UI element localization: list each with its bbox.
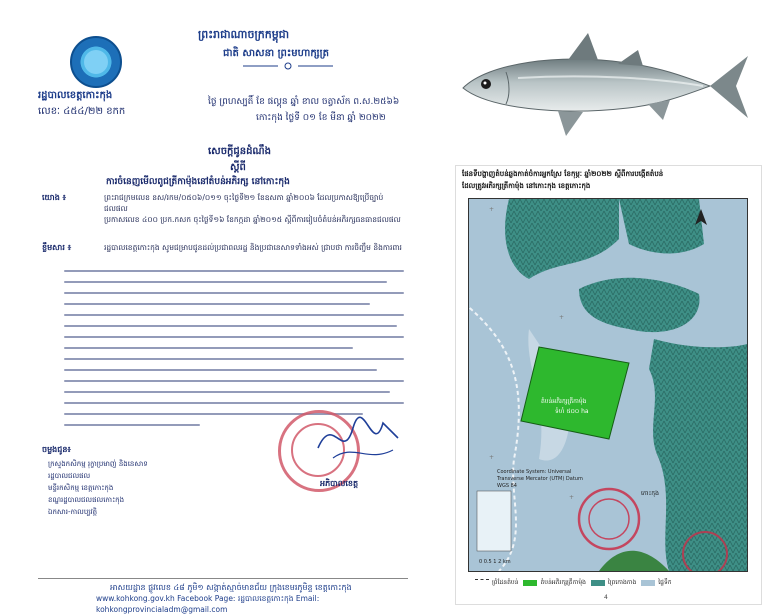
svg-text:+: +: [559, 314, 565, 321]
conservation-zone: [521, 347, 629, 439]
content-intro: រដ្ឋបាលខេត្តកោះកុង សូមជម្រាបជូនដល់ប្រជាពលរដ្ឋ និងប្រជានេសាទទាំងអស់ ជ្រាបថា ការចិញ្ចឹម និងការពារ: [104, 243, 402, 252]
map-stamp: [579, 489, 639, 549]
zone-map-page: [455, 165, 762, 605]
page-number: 4: [604, 594, 608, 601]
legend-item: តំបន់អភិរក្សត្រីកាម៉ុង: [540, 579, 586, 586]
legend-item: ព្រំដែនតំបន់: [492, 579, 519, 586]
legend-item: ព្រៃកោងកាង: [607, 579, 637, 586]
map-legend: [472, 578, 672, 587]
issuing-authority: រដ្ឋបាលខេត្តកោះកុង: [38, 90, 113, 101]
mackerel-fish-icon: [448, 8, 760, 158]
cc-item: មន្ទីរកសិកម្ម ខេត្តកោះកុង: [48, 484, 114, 492]
zone-area: ទំហំ ៥០០ ha: [555, 408, 589, 415]
cc-item: ខណ្ឌរដ្ឋបាលជលផលកោះកុង: [48, 496, 125, 504]
svg-text:+: +: [489, 454, 495, 461]
svg-text:+: +: [569, 494, 575, 501]
scale-bar: 0 0.5 1 2 km: [479, 559, 511, 565]
document-subject: ការចំនេញមើលពូជត្រីកាម៉ុងនៅតំបន់អភិរក្ស នៅកោះកុង: [106, 177, 290, 187]
cc-item: រដ្ឋបាលជលផល: [48, 472, 91, 480]
coordinate-table: [477, 491, 511, 551]
mangrove-area: [649, 339, 747, 571]
mangrove-map: [469, 199, 747, 571]
footer-address: អាសយដ្ឋាន ផ្លូវលេខ ៤៨ ភូមិ១ សង្កាត់ស្មាច់មានជ័យ ក្រុងខេមរភូមិន្ទ ខេត្តកោះកុង: [110, 583, 352, 592]
signatory-title: អភិបាលខេត្ត: [320, 479, 359, 488]
cc-item: ឯកសារ-កាលប្បវត្តិ: [48, 508, 98, 516]
map-title-line-1: ផែនទីបង្ហាញតំបន់ឆ្លងកាត់ចំការអ្នកស្រែ ខែកុម្ភៈ ឆ្នាំ២០២២ ស្តីពីការបង្កើតតំបន់: [462, 170, 664, 178]
map-title-line-2: ដែលត្រូវអភិរក្សត្រីកាម៉ុង នៅកោះកុង ខេត្តកោះកុង: [462, 182, 591, 190]
governor-signature: [313, 408, 403, 468]
document-type: សេចក្តីជូនដំណឹង: [208, 146, 271, 157]
reference-number: លេខៈ ៤៥៤/២២ ខកក: [38, 106, 126, 117]
cc-item: ក្រសួងកសិកម្ម រុក្ខាប្រមាញ់ និងនេសាទ: [48, 460, 148, 468]
footer-contact: www.kohkong.gov.kh Facebook Page: រដ្ឋបាលខេត្តកោះកុង Email: kohkongprovincialadm@gmail.com: [96, 594, 320, 614]
regarding-label: ស្តីពី: [230, 162, 246, 173]
kingdom-heading: ព្រះរាជាណាចក្រកម្ពុជា: [198, 28, 290, 41]
coordinate-system-note: Coordinate System: Universal Transverse Mercator (UTM) Datum WGS 84: [497, 469, 583, 489]
map-frame: [468, 198, 748, 572]
reference-item-2: ប្រកាសលេខ ៤០០ ប្រក.កសក ចុះថ្ងៃទី១៦ ខែកក្កដា ឆ្នាំ២០១៥ ស្តីពីការរៀបចំតំបន់អភិរក្សធនធានជលផល: [104, 215, 401, 224]
mangrove-area: [619, 199, 704, 253]
mangrove-area: [505, 199, 619, 279]
svg-text:+: +: [489, 206, 495, 213]
footer-divider: [38, 578, 408, 579]
reference-item-1: ព្រះរាជក្រមលេខ នស/រកម/០៥០៦/០១១ ចុះថ្ងៃទី២១ ខែឧសភា ឆ្នាំ២០០៦ ដែលប្រកាសឱ្យប្រើច្បាប់ជលផល: [104, 193, 384, 213]
mangrove-area: [579, 278, 699, 332]
solar-date: កោះកុង ថ្ងៃទី ០១ ខែ មីនា ឆ្នាំ ២០២២: [256, 113, 386, 123]
cc-list: [48, 458, 148, 518]
ministry-seal-icon: [70, 36, 122, 88]
reference-label: យោង ៖: [42, 193, 67, 202]
cc-label: ចម្លងជូន៖: [42, 445, 71, 454]
mackerel-photo: [448, 8, 760, 158]
content-label: ខ្លឹមសារ ៖: [42, 243, 72, 252]
official-letter: [8, 8, 423, 614]
legend-item: ផ្ទៃទឹក: [658, 579, 672, 586]
island-label: កោះកុង: [641, 490, 659, 497]
lunar-date: ថ្ងៃ ព្រហស្បតិ៍ ខែ ផល្គុន ឆ្នាំ ខាល ចត្វាស័ក ព.ស.២៥៦៦: [208, 97, 400, 107]
national-motto: ជាតិ សាសនា ព្រះមហាក្សត្រ: [223, 48, 329, 59]
ornament-divider-icon: [243, 62, 333, 70]
zone-label: តំបន់អភិរក្សត្រីកាម៉ុង: [541, 398, 587, 405]
